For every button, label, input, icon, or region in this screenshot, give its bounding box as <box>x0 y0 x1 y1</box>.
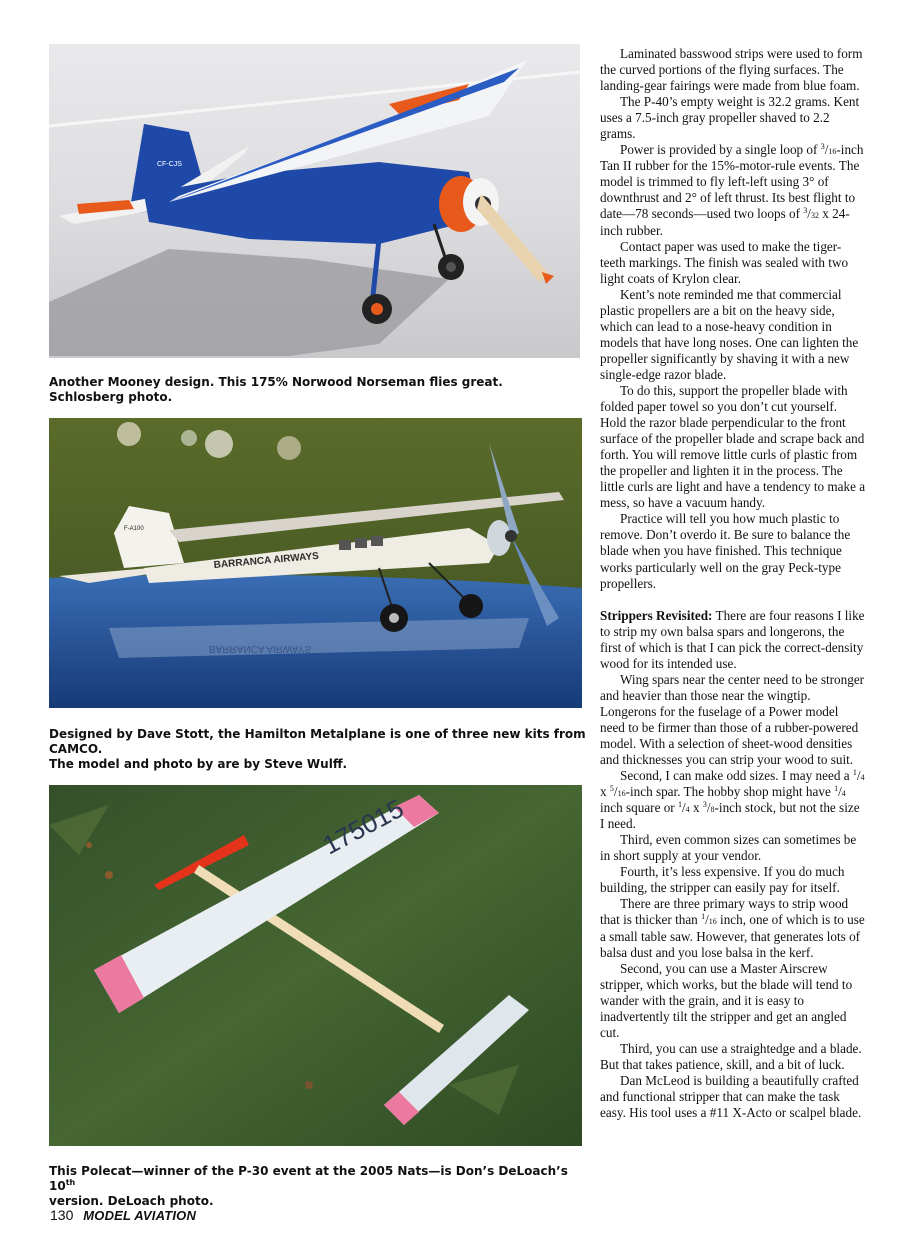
article-paragraph: Laminated basswood strips were used to form the curved portions of the flying surfaces. The landing-gear fairings were made from blue foam. <box>600 46 863 94</box>
caption-polecat-line2: version. DeLoach photo. <box>49 1194 214 1208</box>
caption-hamilton <box>49 727 589 772</box>
magazine-title: MODEL AVIATION <box>83 1208 197 1223</box>
photo-polecat <box>49 785 582 1146</box>
article-paragraph: Third, you can use a straightedge and a blade. But that takes patience, skill, and a bit of luck. <box>600 1040 862 1072</box>
caption-norseman: Another Mooney design. This 175% Norwood Norseman flies great. Schlosberg photo. <box>49 375 503 404</box>
caption-polecat <box>49 1164 589 1209</box>
hamilton-livery-text: BARRANCA AIRWAYS <box>213 550 320 571</box>
article-paragraph: Wing spars near the center need to be stronger and heavier than those near the wingtip. Longerons for the fuselage of a Power model need to be firmer than those of a rubber-powered model. With a selection of sheet-wood densities and thicknesses you can strip your wood to suit. <box>600 671 865 768</box>
photo-hamilton <box>49 418 582 708</box>
article-paragraph: Second, you can use a Master Airscrew stripper, which works, but the blade will tend to wander with the grain, and it is easy to inadvertently tilt the stripper and get an angled cut. <box>600 960 853 1040</box>
article-paragraph: Practice will tell you how much plastic to remove. Don’t overdo it. Be sure to balance the blade when you have finished. This technique works particularly well on the gray Peck-type propellers. <box>600 511 851 591</box>
page-number: 130 <box>50 1207 74 1223</box>
caption-hamilton-line1: Designed by Dave Stott, the Hamilton Metalplane is one of three new kits from CAMCO. <box>49 727 586 756</box>
article-paragraph: Dan McLeod is building a beautifully crafted and functional stripper that can make the task easy. His tool uses a #11 X-Acto or scalpel blade. <box>600 1072 862 1121</box>
article-paragraph: Contact paper was used to make the tiger-teeth markings. The finish was sealed with two light coats of Krylon clear. <box>600 238 849 286</box>
caption-hamilton-line2: The model and photo by are by Steve Wulff. <box>49 757 348 771</box>
svg-text:BARRANCA AIRWAYS: BARRANCA AIRWAYS <box>209 643 312 654</box>
polecat-number-text: 175015 <box>317 793 409 861</box>
photo-norseman <box>49 44 580 358</box>
hamilton-reg-text: F-A100 <box>124 526 144 532</box>
article-paragraph: There are three primary ways to strip wood that is thicker than $^1$/16 inch, one of which is to use a small table saw. However, that generates lots of balsa dust and you lose balsa in the kerf. <box>600 896 865 960</box>
section-heading: Strippers Revisited: <box>600 607 713 623</box>
article-paragraph: Power is provided by a single loop of $^3$/16-inch Tan II rubber for the 15%-motor-rule events. The model is trimmed to fly left-left using 3° of downthrust and 2° of left thrust. Its best flight to date—78 seconds—used two loops of $^3$/32 x 24-inch rubber. <box>600 142 864 238</box>
article-paragraph: The P-40’s empty weight is 32.2 grams. Kent uses a 7.5-inch gray propeller shaved to 2.2 grams. <box>600 94 860 142</box>
article-paragraph-section: Strippers Revisited: There are four reasons I like to strip my own balsa spars and longerons, the first of which is that I can pick the correct-density wood for its intended use. <box>600 607 865 671</box>
caption-polecat-line1: This Polecat—winner of the P-30 event at the 2005 Nats—is Don’s DeLoach’s 10 <box>49 1164 568 1193</box>
article-paragraph: Third, even common sizes can sometimes be in short supply at your vendor. <box>600 832 857 864</box>
caption-polecat-superscript: th <box>65 1178 76 1187</box>
article-paragraph: To do this, support the propeller blade with folded paper towel so you don’t cut yourself. Hold the razor blade perpendicular to the front surface of the propeller blade and scrape back and forth. You will remove little curls of plastic from the propeller and lighten it in the process. The little curls are light and have a tendency to make a mess, so have a vacuum handy. <box>600 382 866 511</box>
article-paragraph: Fourth, it’s less expensive. If you do much building, the stripper can easily pay for itself. <box>600 864 845 896</box>
article-column <box>600 46 866 1121</box>
norseman-reg-text: CF-CJS <box>157 161 182 168</box>
page-footer <box>50 1207 196 1223</box>
article-paragraph: Kent’s note reminded me that commercial plastic propellers are a bit on the heavy side, which can lead to a nose-heavy condition in models that have long noses. One can lighten the propeller significantly by shaving it with a new single-edge razor blade. <box>600 286 859 382</box>
article-paragraph: Second, I can make odd sizes. I may need a $^1$/4 x $^5$/16-inch spar. The hobby shop might have $^1$/4 inch square or $^1$/4 x $^3$/8-inch stock, but not the size I need. <box>600 768 865 832</box>
